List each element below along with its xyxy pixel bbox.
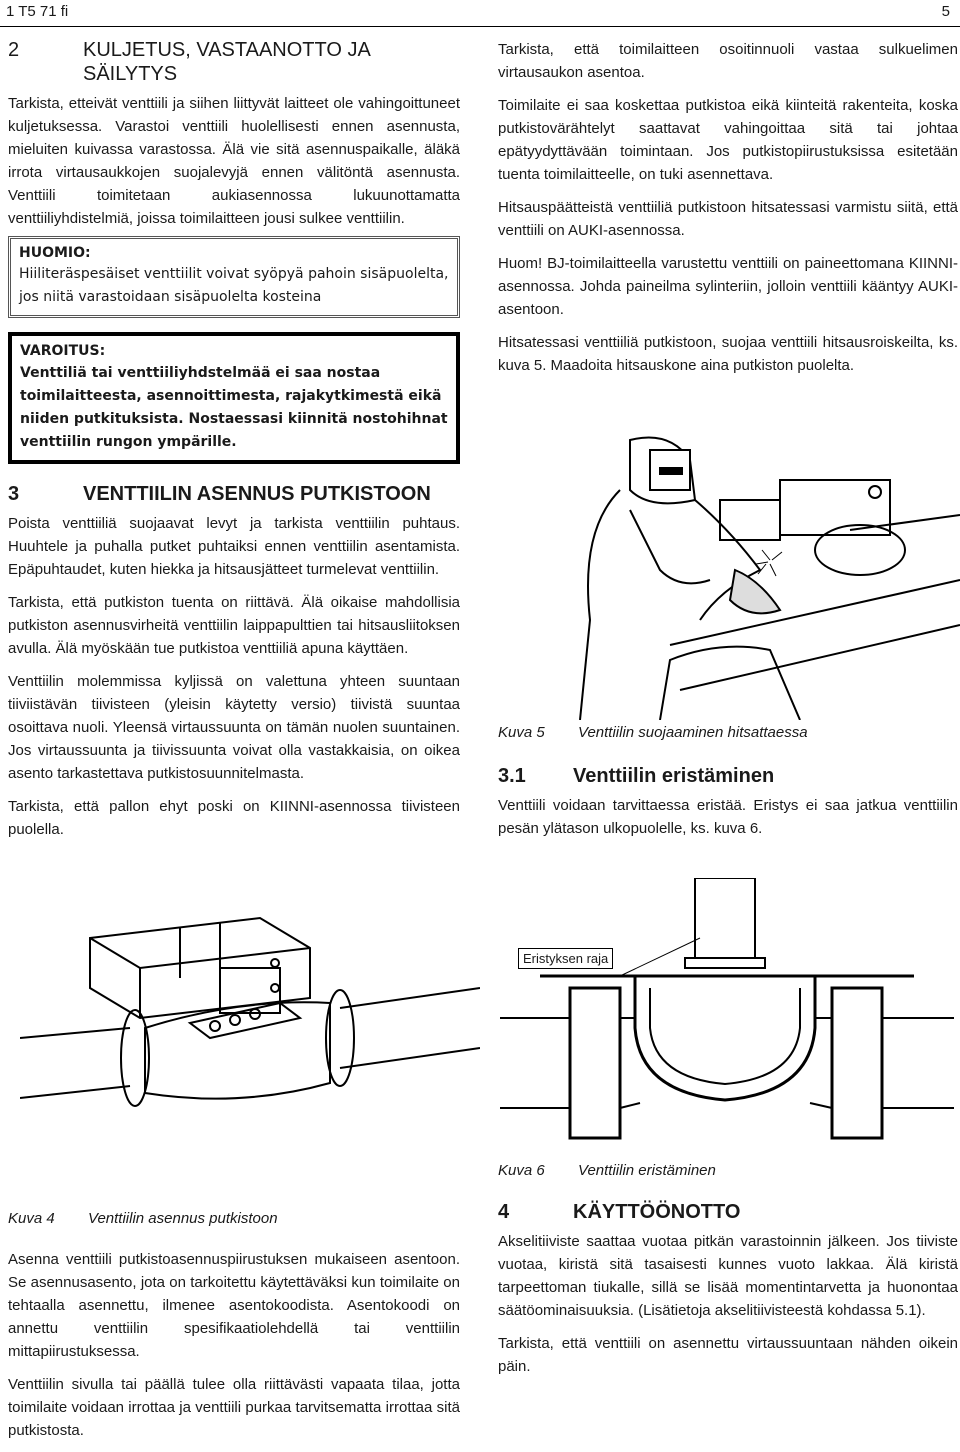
insulation-figure-frame [500, 878, 954, 1148]
paragraph: Hitsatessasi venttiiliä putkistoon, suojaa venttiili hitsausroiskeilta, ks. kuva 5. Maadoita hitsauskone aina putkiston puolelta. [498, 334, 958, 374]
left-column-bottom [8, 1248, 460, 1452]
figure4-caption [8, 1210, 278, 1227]
section-title-line2: SÄILYTYS [83, 63, 178, 85]
section-title: Venttiilin eristäminen [573, 765, 775, 787]
warning-body: Venttiliä tai venttiiliyhdstelmää ei saa nostaa toimilaitteesta, asennoittimesta, rajakytkimestä eikä niiden putkituksista. Nostaessasi kiinnitä nostohihnat venttiilin rungon ympärille. [20, 365, 448, 450]
paragraph: Venttiilin sivulla tai päällä tulee olla riittävästi vapaata tilaa, jotta toimilaite voidaan irrottaa ja venttiili purkaa tarvitsematta irrottaa sitä putkistosta. [8, 1376, 460, 1439]
page-header [0, 0, 960, 27]
section-number: 3 [8, 483, 20, 505]
section4 [498, 1200, 958, 1388]
figure-key: Kuva 5 [498, 724, 545, 741]
paragraph: Tarkista, etteivät venttiili ja siihen liittyvät laitteet ole vahingoittuneet kuljetuksessa. Varastoi venttiili huolellisesti ennen asennusta, mieluiten kuivassa varastossa. Älä vie sitä asennuspaikalle, äläkä irrota virtausaukkojen suojalevyjä ennen välitöntä asennusta. Venttiili toimitetaan aukiasennossa lukuunottamatta venttiiliyhdistelmiä, joissa toimilaitteen jousi sulkee venttiilin. [8, 95, 460, 227]
figure6-caption [498, 1162, 716, 1179]
paragraph: Hitsauspäätteistä venttiiliä putkistoon hitsatessasi varmistu siitä, että venttiili on AUKI-asennossa. [498, 199, 958, 239]
paragraph: Toimilaite ei saa koskettaa putkistoa eikä kiinteitä rakenteita, koska putkistovärähtelyt saattavat vahingoittaa sitä tai johtaa epätyydyttävään toimintaan. Jos putkistopiirustuksissa esitetään tuenta toimilaitteelle, on tuki asennettava. [498, 97, 958, 183]
paragraph: Poista venttiiliä suojaavat levyt ja tarkista venttiilin puhtaus. Huuhtele ja puhalla putket puhtaiksi ennen venttiilin asentamista. Epäpuhtaudet, kuten hiekka ja hitsausjätteet turmelevat venttiilin. [8, 515, 460, 578]
page-number: 5 [941, 3, 950, 20]
section-number: 4 [498, 1201, 510, 1223]
note-title: HUOMIO: [19, 245, 91, 261]
warning-box [8, 332, 460, 464]
section31-heading [498, 764, 958, 788]
right-column-top [498, 38, 958, 387]
paragraph: Huom! BJ-toimilaitteella varustettu venttiili on paineettomana KIINNI-asennossa. Johda paineilma sylinteriin, jolloin venttiili kääntyy AUKI-asentoon. [498, 255, 958, 318]
paragraph: Asenna venttiili putkistoasennuspiirustuksen mukaiseen asentoon. Se asennusasento, jota on tarkoitettu käytettäväksi kun toimilaite on tehtaalla asennettu, ilmenee asentokoodista. Asentokoodi on annettu venttiilin spesifikaatiolehdellä tai venttiilin mittapiirustuksessa. [8, 1251, 460, 1360]
paragraph: Tarkista, että venttiili on asennettu virtaussuuntaan nähden oikein päin. [498, 1335, 958, 1375]
note-box [8, 236, 460, 318]
section31 [498, 764, 958, 850]
figure-caption: Venttiilin suojaaminen hitsattaessa [578, 724, 808, 741]
paragraph: Akselitiiviste saattaa vuotaa pitkän varastoinnin jälkeen. Jos tiiviste vuotaa, kiristä sitä tasaisesti kunnes vuoto lakkaa. Älä kiristä tarpeettoman tiukalle, sillä se lisää momentintarvetta ja huonontaa säätöominaisuuksia. (Lisätietoja akselitiivisteestä kohdassa 5.1). [498, 1233, 958, 1319]
paragraph: Tarkista, että toimilaitteen osoitinnuoli vastaa sulkuelimen virtausaukon asentoa. [498, 41, 958, 81]
paragraph: Tarkista, että pallon ehyt poski on KIINNI-asennossa tiivisteen puolella. [8, 798, 460, 838]
figure-caption: Venttiilin asennus putkistoon [88, 1210, 278, 1227]
section4-heading [498, 1200, 958, 1224]
valve-installation-illustration [20, 908, 480, 1188]
section-title: VENTTIILIN ASENNUS PUTKISTOON [83, 483, 431, 505]
section-number: 2 [8, 39, 20, 61]
paragraph: Venttiili voidaan tarvittaessa eristää. Eristys ei saa jatkua venttiilin pesän ylätason ulkopuolelle, ks. kuva 6. [498, 797, 958, 837]
section-title: KULJETUS, VASTAANOTTO JA [83, 39, 371, 61]
section2-heading [8, 38, 460, 86]
figure5-caption [498, 724, 808, 741]
label-text: Eristyksen raja [523, 951, 609, 966]
section-title: KÄYTTÖÖNOTTO [573, 1201, 741, 1223]
insulation-label [518, 948, 613, 969]
note-body: Hiiliteräspesäiset venttiilit voivat syöpyä pahoin sisäpuolelta, jos niitä varastoidaan sisäpuolelta kosteina [19, 266, 449, 305]
insulation-illustration [500, 878, 954, 1148]
welding-illustration [520, 420, 960, 720]
paragraph: Tarkista, että putkiston tuenta on riittävä. Älä oikaise mahdollisia putkiston asennusvirheitä venttiilin laippapulttien tai hitsausliitoksen avulla. Älä myöskään tue putkistoa venttiiliä apuna käyttäen. [8, 594, 460, 657]
figure-key: Kuva 6 [498, 1162, 545, 1179]
figure-caption: Venttiilin eristäminen [578, 1162, 716, 1179]
left-column-top [8, 38, 460, 851]
paragraph: Venttiilin molemmissa kyljissä on valettuna yhteen suuntaan tiiviistävän tiivisteen (yleisin käytetty versio) tiivistä suuntaa osoittava nuoli. Yleensä virtaussuunta on tämän nuolen suuntainen. Jos virtaussuunta ja tiivissuunta voivat olla vastakkaisia, on oikea asento tarkastettava putkistosuunnitelmasta. [8, 673, 460, 782]
warning-title: VAROITUS: [20, 343, 106, 359]
doc-code: 1 T5 71 fi [6, 3, 69, 20]
section3-heading [8, 482, 460, 506]
figure-key: Kuva 4 [8, 1210, 55, 1227]
section-number: 3.1 [498, 765, 526, 787]
